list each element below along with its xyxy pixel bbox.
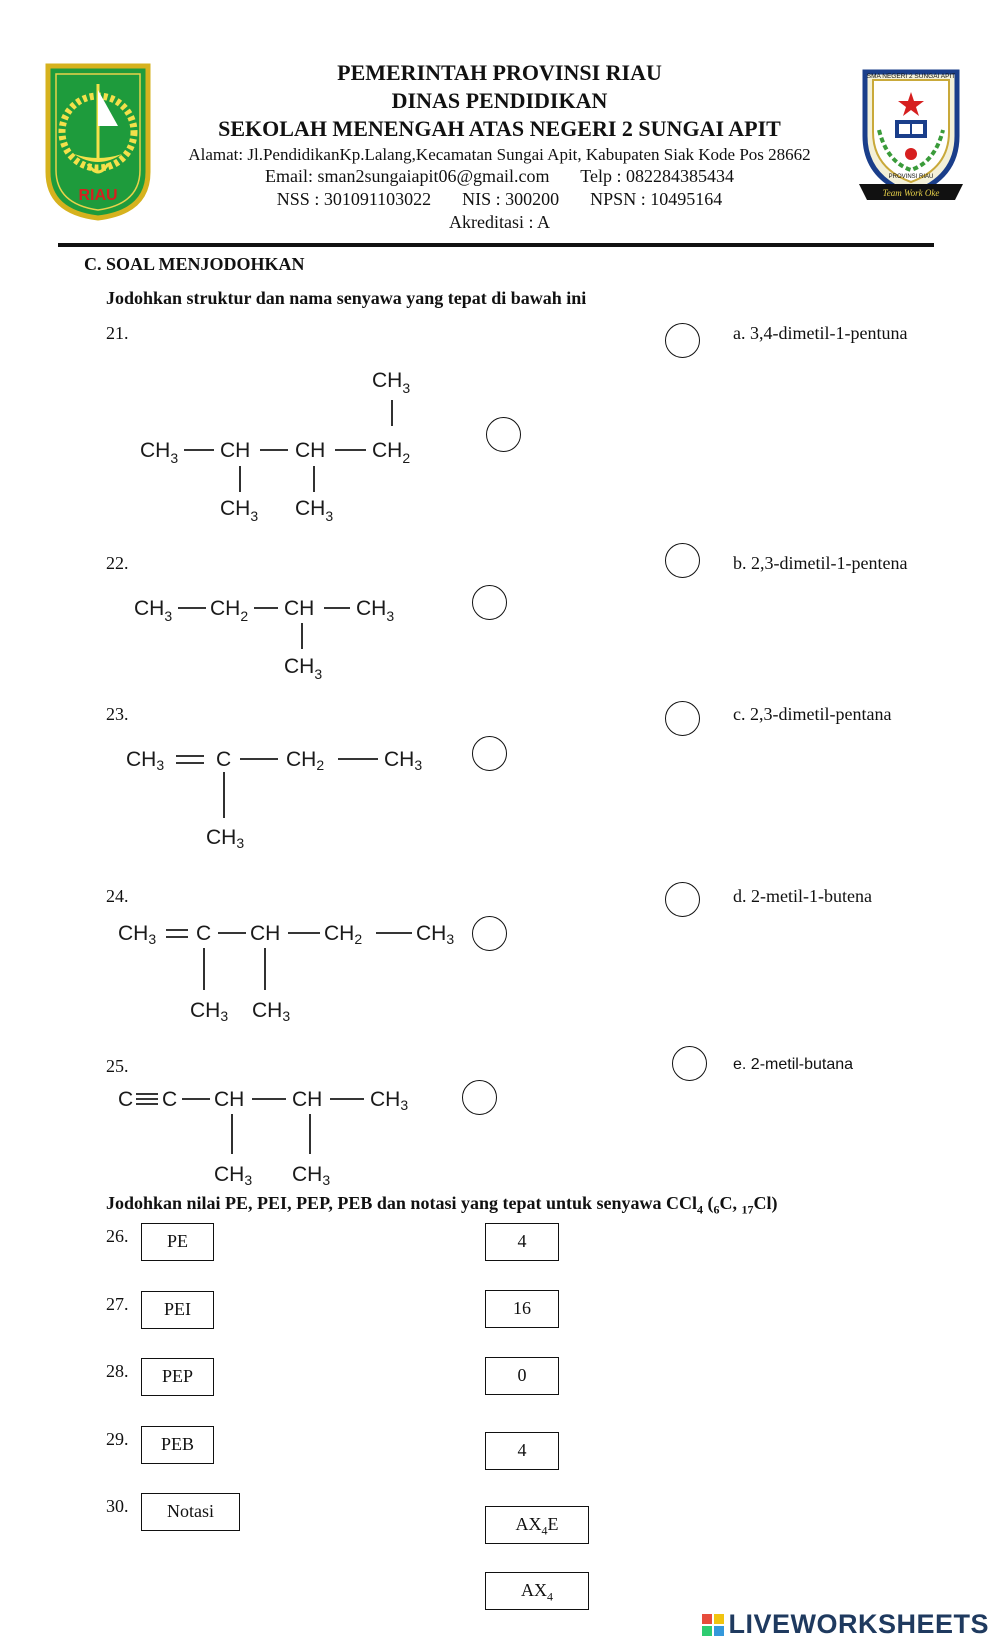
pep-label-box[interactable]: PEP — [141, 1358, 214, 1396]
header-akreditasi: Akreditasi : A — [449, 212, 550, 232]
question-number: 23. — [106, 704, 129, 724]
name-d-match-circle[interactable] — [665, 882, 700, 917]
header-telp: Telp : 082284385434 — [580, 166, 734, 186]
question-number: 21. — [106, 323, 129, 343]
atom-ch3: CH3 — [416, 922, 455, 947]
structure-23 — [120, 738, 450, 853]
header-address: Alamat: Jl.PendidikanKp.Lalang,Kecamatan Sungai Apit, Kabupaten Siak Kode Pos 28662 — [188, 145, 811, 164]
header-nis: NIS : 300200 — [462, 189, 560, 209]
atom-ch3: CH3 — [292, 1163, 331, 1188]
structure-23-match-circle[interactable] — [472, 736, 507, 771]
instruction-structure: Jodohkan struktur dan nama senyawa yang tepat di bawah ini — [106, 288, 587, 308]
structure-25 — [112, 1082, 442, 1192]
header-contact — [0, 166, 999, 187]
atom-c: C — [196, 922, 212, 945]
question-number: 28. — [106, 1361, 129, 1381]
atom-ch2: $CH_2$ — [372, 439, 411, 466]
notation-answer-box[interactable]: $AX_4$ — [485, 1572, 589, 1610]
atom-c: C — [118, 1088, 134, 1111]
atom-ch3: $CH_3$ — [284, 655, 323, 682]
crest-motto: Team Work Oke — [882, 188, 940, 198]
section-title: C. SOAL MENJODOHKAN — [84, 254, 305, 274]
atom-ch3: CH3 — [214, 1163, 253, 1188]
atom-ch3: CH3 — [190, 999, 229, 1024]
header-school-name: SEKOLAH MENENGAH ATAS NEGERI 2 SUNGAI APIT — [218, 116, 781, 141]
question-number: 30. — [106, 1496, 129, 1516]
question-number: 26. — [106, 1226, 129, 1246]
atom-ch: CH — [295, 439, 326, 462]
header-ids — [0, 189, 999, 210]
atom-ch3: CH3 — [384, 748, 423, 773]
structure-21-match-circle[interactable] — [486, 417, 521, 452]
atom-ch3: CH3 — [252, 999, 291, 1024]
structure-22-match-circle[interactable] — [472, 585, 507, 620]
question-number: 24. — [106, 886, 129, 906]
answer-name: b. 2,3-dimetil-1-pentena — [733, 553, 908, 573]
structure-25-match-circle[interactable] — [462, 1080, 497, 1115]
atom-ch: CH — [214, 1088, 245, 1111]
question-number: 29. — [106, 1429, 129, 1449]
atom-ch2: CH2 — [324, 922, 363, 947]
structure-22 — [128, 585, 418, 685]
atom-ch: CH — [284, 597, 315, 620]
atom-ch3: CH3 — [118, 922, 157, 947]
structure-24 — [112, 916, 472, 1028]
name-e-match-circle[interactable] — [672, 1046, 707, 1081]
value-answer-box[interactable]: 0 — [485, 1357, 559, 1395]
atom-ch3: CH3 — [206, 826, 245, 851]
answer-name: a. 3,4-dimetil-1-pentuna — [733, 323, 908, 343]
crest-text-bottom: PROVINSI RIAU — [888, 174, 934, 180]
liveworksheets-mark-icon — [702, 1614, 724, 1636]
instruction-pe: Jodohkan nilai PE, PEI, PEP, PEB dan notasi yang tepat untuk senyawa CCl$_4$ ($_6C$, $_{17}$Cl) — [106, 1193, 778, 1217]
liveworksheets-wordmark: LIVEWORKSHEETS — [728, 1609, 989, 1639]
atom-ch3: $CH_3$ — [134, 597, 173, 624]
header-npsn: NPSN : 10495164 — [590, 189, 723, 209]
header-nss: NSS : 301091103022 — [276, 189, 432, 209]
pe-label-box[interactable]: PE — [141, 1223, 214, 1261]
name-c-match-circle[interactable] — [665, 701, 700, 736]
atom-ch2: CH2 — [286, 748, 325, 773]
structure-24-match-circle[interactable] — [472, 916, 507, 951]
header-divider — [58, 243, 934, 247]
question-number: 27. — [106, 1294, 129, 1314]
value-answer-box[interactable]: 4 — [485, 1223, 559, 1261]
atom-c: C — [162, 1088, 178, 1111]
atom-ch3: $CH_3$ — [220, 497, 259, 524]
answer-name: e. 2-metil-butana — [733, 1056, 854, 1073]
atom-ch2: $CH_2$ — [210, 597, 249, 624]
atom-ch3: $CH_3$ — [356, 597, 395, 624]
header-department: DINAS PENDIDIKAN — [391, 88, 608, 113]
answer-name: d. 2-metil-1-butena — [733, 886, 872, 906]
question-number: 25. — [106, 1056, 129, 1076]
value-answer-box[interactable]: 4 — [485, 1432, 559, 1470]
atom-ch3: CH3 — [370, 1088, 409, 1113]
notation-answer-box[interactable]: $AX_4E$ — [485, 1506, 589, 1544]
atom-ch3: $CH_3$ — [295, 497, 334, 524]
riau-logo-text: RIAU — [78, 187, 118, 204]
atom-ch: CH — [220, 439, 251, 462]
value-answer-box[interactable]: 16 — [485, 1290, 559, 1328]
atom-ch: CH — [292, 1088, 323, 1111]
answer-name: c. 2,3-dimetil-pentana — [733, 704, 892, 724]
name-a-match-circle[interactable] — [665, 323, 700, 358]
atom-ch: CH — [250, 922, 281, 945]
notasi-label-box[interactable]: Notasi — [141, 1493, 240, 1531]
peb-label-box[interactable]: PEB — [141, 1426, 214, 1464]
liveworksheets-logo[interactable] — [702, 1609, 989, 1640]
pei-label-box[interactable]: PEI — [141, 1291, 214, 1329]
header-email: Email: sman2sungaiapit06@gmail.com — [265, 166, 550, 186]
atom-ch3: CH3 — [126, 748, 165, 773]
atom-c: C — [216, 748, 232, 771]
atom-ch3: $CH_3$ — [372, 369, 411, 396]
crest-text-top: SMA NEGERI 2 SUNGAI APIT — [866, 73, 956, 80]
name-b-match-circle[interactable] — [665, 543, 700, 578]
atom-ch3: $CH_3$ — [140, 439, 179, 466]
question-number: 22. — [106, 553, 129, 573]
header-government: PEMERINTAH PROVINSI RIAU — [337, 60, 662, 85]
structure-21 — [130, 360, 430, 530]
